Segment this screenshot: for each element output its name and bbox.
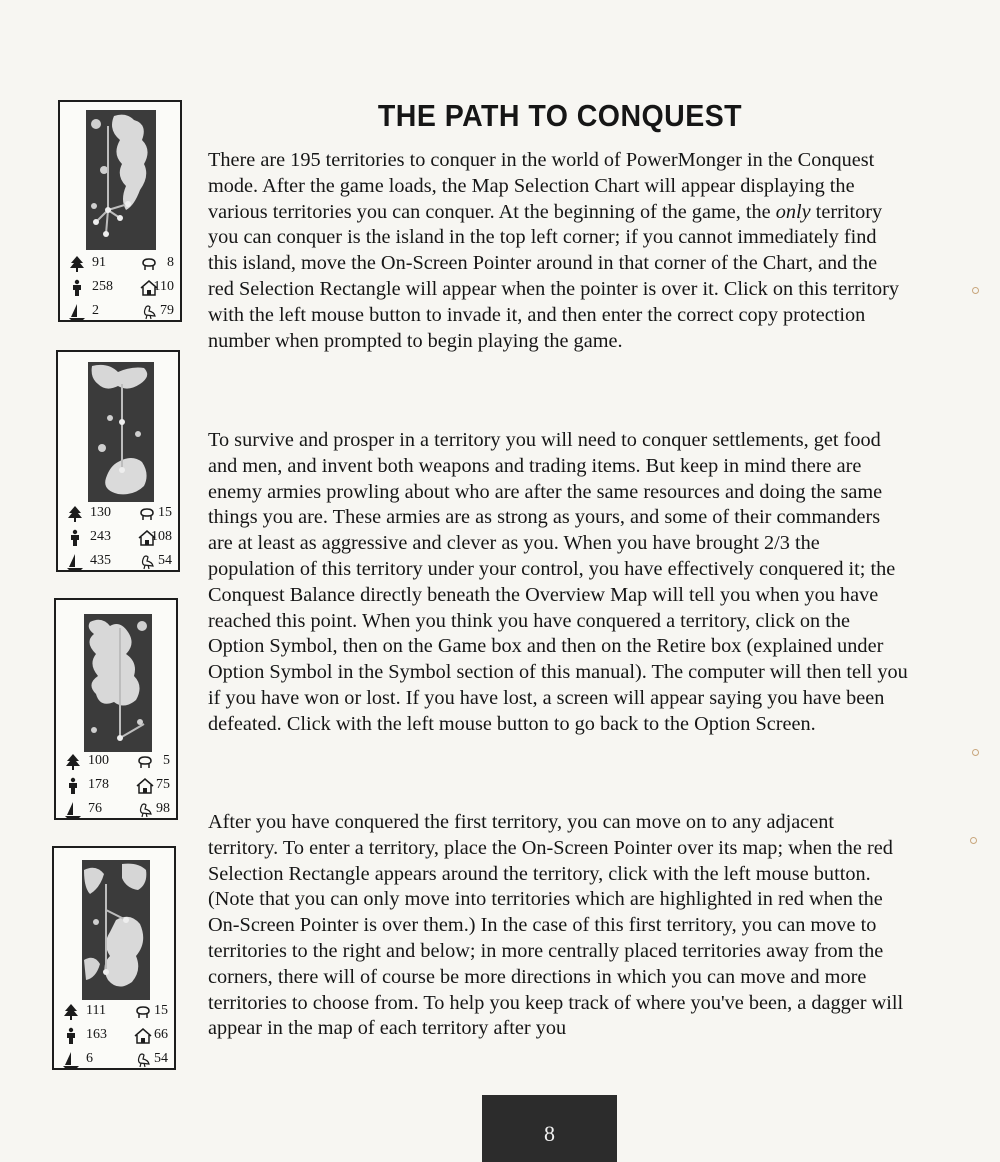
house-icon — [136, 777, 154, 795]
people-count: 243 — [90, 529, 111, 544]
territory-map-image-2 — [88, 362, 154, 502]
paragraph-intro — [208, 148, 908, 354]
sheep-icon — [134, 1003, 152, 1021]
paragraph-survive — [208, 428, 908, 738]
boat-count: 435 — [90, 553, 111, 568]
house-count: 66 — [154, 1027, 168, 1042]
bird-count: 79 — [160, 303, 174, 318]
tree-count: 130 — [90, 505, 111, 520]
boat-icon — [68, 303, 86, 321]
territory-map-image-1 — [86, 110, 156, 250]
territory-map-image-3 — [84, 614, 152, 752]
boat-icon — [66, 553, 84, 571]
tree-icon — [66, 505, 84, 523]
tree-icon — [68, 255, 86, 273]
stat-row-forest-sheep — [62, 502, 172, 526]
emphasis-only: only — [775, 200, 811, 223]
margin-mark — [972, 749, 979, 756]
people-count: 178 — [88, 777, 109, 792]
tree-count: 100 — [88, 753, 109, 768]
sheep-count: 5 — [163, 753, 170, 768]
bird-count: 54 — [158, 553, 172, 568]
house-count: 108 — [151, 529, 172, 544]
paragraph-intro-part-1: There are 195 territories to conquer in the world of PowerMonger in the Conquest mode. After the game loads, the Map Selection Chart will appear displaying the various territories you can conquer. At the beginning of the game, the — [208, 149, 875, 223]
boat-icon — [64, 801, 82, 819]
sheep-count: 15 — [158, 505, 172, 520]
stat-row-people-houses — [60, 774, 170, 798]
page-title: THE PATH TO CONQUEST — [377, 98, 743, 133]
house-count: 75 — [156, 777, 170, 792]
bird-icon — [136, 801, 154, 819]
sheep-icon — [136, 753, 154, 771]
bird-icon — [138, 553, 156, 571]
paragraph-adjacent-text: After you have conquered the first territory, you can move on to any adjacent territory. To enter a territory, place the On-Screen Pointer over its map; when the red Selection Rectangle appears around the territory, click with the left mouse button. (Note that you can only move into territories which are highlighted in red when the On-Screen Pointer is over them.) In the case of this first territory, you can move to territories to the right and below; in more centrally placed territories away from the corners, there will of course be more directions in which you can move and more territories to choose from. To help you keep track of where you've been, a dagger will appear in the map of each territory after you — [208, 811, 904, 1040]
tree-icon — [62, 1003, 80, 1021]
stat-row-boats-birds — [64, 300, 174, 324]
boat-count: 2 — [92, 303, 99, 318]
stat-row-people-houses — [58, 1024, 168, 1048]
tree-count: 91 — [92, 255, 106, 270]
margin-mark — [972, 287, 979, 294]
sheep-icon — [140, 255, 158, 273]
sheep-count: 15 — [154, 1003, 168, 1018]
boat-count: 6 — [86, 1051, 93, 1066]
stat-row-forest-sheep — [60, 750, 170, 774]
person-icon — [64, 777, 82, 795]
sheep-count: 8 — [167, 255, 174, 270]
paragraph-survive-text: To survive and prosper in a territory you will need to conquer settlements, get food and men, and invent both weapons and trading items. But keep in mind there are enemy armies prowling about who are after the same resources and doing the same things you are. These armies are as strong as yours, and some of their commanders are at least as aggressive and clever as you. When you have brought 2/3 the population of this territory under your control, you have effectively conquered it; the Conquest Balance directly beneath the Overview Map will tell you when you have reached this point. When you think you have conquered a territory, click on the Option Symbol, then on the Game box and then on the Retire box (explained under Option Symbol in the Symbol section of this manual). The computer will then tell you if you have won or lost. If you have lost, a screen will appear saying you have been defeated. Click with the left mouse button to go back to the Option Screen. — [208, 429, 908, 735]
person-icon — [66, 529, 84, 547]
bird-count: 54 — [154, 1051, 168, 1066]
people-count: 163 — [86, 1027, 107, 1042]
sheep-icon — [138, 505, 156, 523]
territory-map-card-3 — [54, 598, 178, 820]
paragraph-intro-part-2: territory you can conquer is the island in the top left corner; if you cannot immediately find this island, move the On-Screen Pointer around in that corner of the Chart, and the red Selection Rectangle will appear when the pointer is over it. Click on this territory with the left mouse button to invade it, and then enter the correct copy protection number when prompted to begin playing the game. — [208, 200, 900, 352]
stat-row-forest-sheep — [58, 1000, 168, 1024]
page-number-box — [482, 1095, 617, 1162]
bird-icon — [140, 303, 158, 321]
bird-icon — [134, 1051, 152, 1069]
stat-row-people-houses — [64, 276, 174, 300]
territory-map-card-1 — [58, 100, 182, 322]
person-icon — [68, 279, 86, 297]
tree-icon — [64, 753, 82, 771]
house-count: 110 — [153, 279, 174, 294]
boat-icon — [62, 1051, 80, 1069]
person-icon — [62, 1027, 80, 1045]
stat-row-forest-sheep — [64, 252, 174, 276]
boat-count: 76 — [88, 801, 102, 816]
territory-map-card-2 — [56, 350, 180, 572]
territory-map-card-4 — [52, 846, 176, 1070]
stat-row-boats-birds — [60, 798, 170, 822]
tree-count: 111 — [86, 1003, 106, 1018]
house-icon — [134, 1027, 152, 1045]
people-count: 258 — [92, 279, 113, 294]
stat-row-boats-birds — [62, 550, 172, 574]
paragraph-adjacent — [208, 810, 908, 1042]
page-number: 8 — [544, 1121, 555, 1146]
stat-row-people-houses — [62, 526, 172, 550]
stat-row-boats-birds — [58, 1048, 168, 1072]
bird-count: 98 — [156, 801, 170, 816]
margin-mark — [970, 837, 977, 844]
territory-map-image-4 — [82, 860, 150, 1000]
